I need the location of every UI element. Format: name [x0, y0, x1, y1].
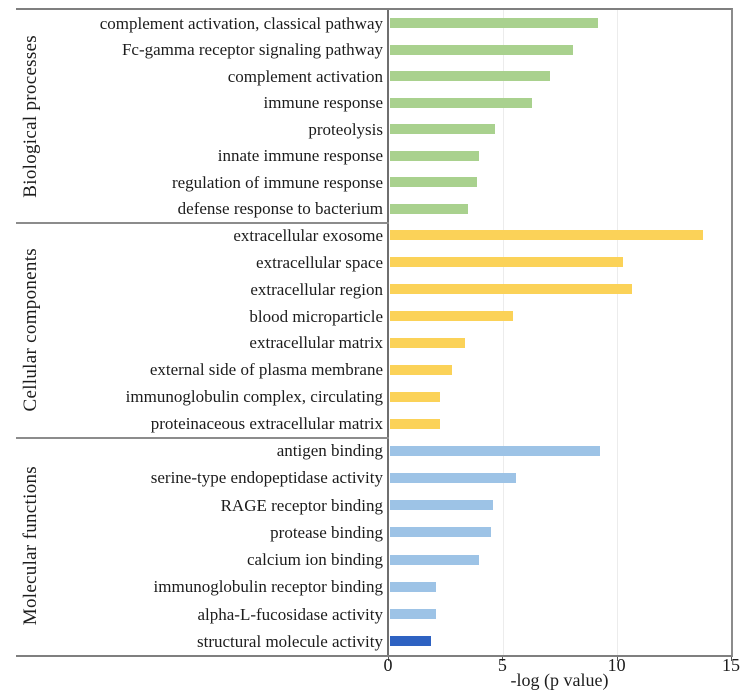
- bar-track: [388, 383, 731, 410]
- row-label: blood microparticle: [249, 306, 383, 326]
- bar: [390, 151, 479, 161]
- row-label: alpha-L-fucosidase activity: [197, 604, 383, 624]
- bar-track: [388, 276, 731, 303]
- x-tick-label: 10: [607, 655, 626, 675]
- bar: [390, 230, 703, 240]
- category-label-cellular-components: Cellular components: [20, 247, 41, 412]
- bar-track: [388, 601, 731, 628]
- row-label: serine-type endopeptidase activity: [150, 468, 383, 488]
- bar-track: [388, 330, 731, 357]
- x-axis-title: -log (p value): [510, 670, 609, 690]
- bar-track: [388, 10, 731, 37]
- x-tick-label: 15: [722, 655, 740, 675]
- x-tick-label: 5: [497, 655, 507, 675]
- bar: [390, 609, 436, 619]
- bar: [390, 124, 495, 134]
- row-label: calcium ion binding: [247, 550, 383, 570]
- bar-track: [388, 546, 731, 573]
- bar-track: [388, 116, 731, 143]
- category-cell: [16, 437, 46, 655]
- bar-track: [388, 628, 731, 655]
- y-axis-line: [387, 10, 389, 655]
- bar-track: [388, 90, 731, 117]
- bar-track: [388, 356, 731, 383]
- row-label: immunoglobulin receptor binding: [153, 577, 383, 597]
- bar: [390, 392, 440, 402]
- section-cellular-components: [16, 222, 731, 437]
- bar: [390, 311, 513, 321]
- chart-sections: [16, 10, 731, 655]
- row-label: regulation of immune response: [171, 172, 383, 192]
- bar: [390, 204, 468, 214]
- bar-track: [388, 143, 731, 170]
- row-label: RAGE receptor binding: [220, 495, 383, 515]
- row-label: complement activation: [227, 66, 383, 86]
- bar: [390, 365, 452, 375]
- category-cell: [16, 10, 46, 222]
- row-label: defense response to bacterium: [177, 199, 383, 219]
- row-label: structural molecule activity: [197, 631, 383, 651]
- bar-track: [388, 303, 731, 330]
- row-label: immunoglobulin complex, circulating: [125, 387, 383, 407]
- bar: [390, 582, 436, 592]
- section-divider: [16, 222, 389, 224]
- section-molecular-functions: [16, 437, 731, 655]
- row-label: extracellular region: [250, 279, 383, 299]
- bar: [390, 527, 491, 537]
- section-divider: [16, 437, 389, 439]
- bar-track: [388, 37, 731, 64]
- bar: [390, 71, 550, 81]
- row-label: proteolysis: [308, 119, 383, 139]
- bar: [390, 419, 440, 429]
- bar: [390, 338, 465, 348]
- row-label: extracellular exosome: [233, 225, 383, 245]
- bar: [390, 98, 532, 108]
- row-label: proteinaceous extracellular matrix: [150, 414, 383, 434]
- row-label: innate immune response: [217, 146, 383, 166]
- bar: [390, 555, 479, 565]
- bar: [390, 473, 516, 483]
- x-tick-label: 0: [383, 655, 393, 675]
- row-label: external side of plasma membrane: [149, 360, 383, 380]
- section-biological-processes: [16, 10, 731, 222]
- bar-track: [388, 573, 731, 600]
- category-label-molecular-functions: Molecular functions: [20, 466, 41, 626]
- bar: [390, 257, 623, 267]
- bar-track: [388, 464, 731, 491]
- row-label: extracellular matrix: [249, 333, 383, 353]
- row-label: Fc-gamma receptor signaling pathway: [121, 40, 383, 60]
- row-label: extracellular space: [256, 252, 383, 272]
- bar: [390, 284, 632, 294]
- bar-track: [388, 437, 731, 464]
- bar: [390, 177, 477, 187]
- bar-track: [388, 222, 731, 249]
- bar: [390, 18, 598, 28]
- bar-track: [388, 492, 731, 519]
- row-label: immune response: [263, 93, 383, 113]
- bar-track: [388, 249, 731, 276]
- bar-track: [388, 196, 731, 223]
- chart-plot-area: [16, 8, 733, 657]
- bar: [390, 500, 493, 510]
- bar-track: [388, 63, 731, 90]
- bar-track: [388, 519, 731, 546]
- category-cell: [16, 222, 46, 437]
- bar: [390, 636, 431, 646]
- bar: [390, 446, 600, 456]
- row-label: antigen binding: [276, 441, 383, 461]
- bar: [390, 45, 573, 55]
- category-label-biological-processes: Biological processes: [20, 34, 41, 198]
- bar-track: [388, 410, 731, 437]
- row-label: complement activation, classical pathway: [99, 13, 383, 33]
- bar-track: [388, 169, 731, 196]
- row-label: protease binding: [270, 522, 383, 542]
